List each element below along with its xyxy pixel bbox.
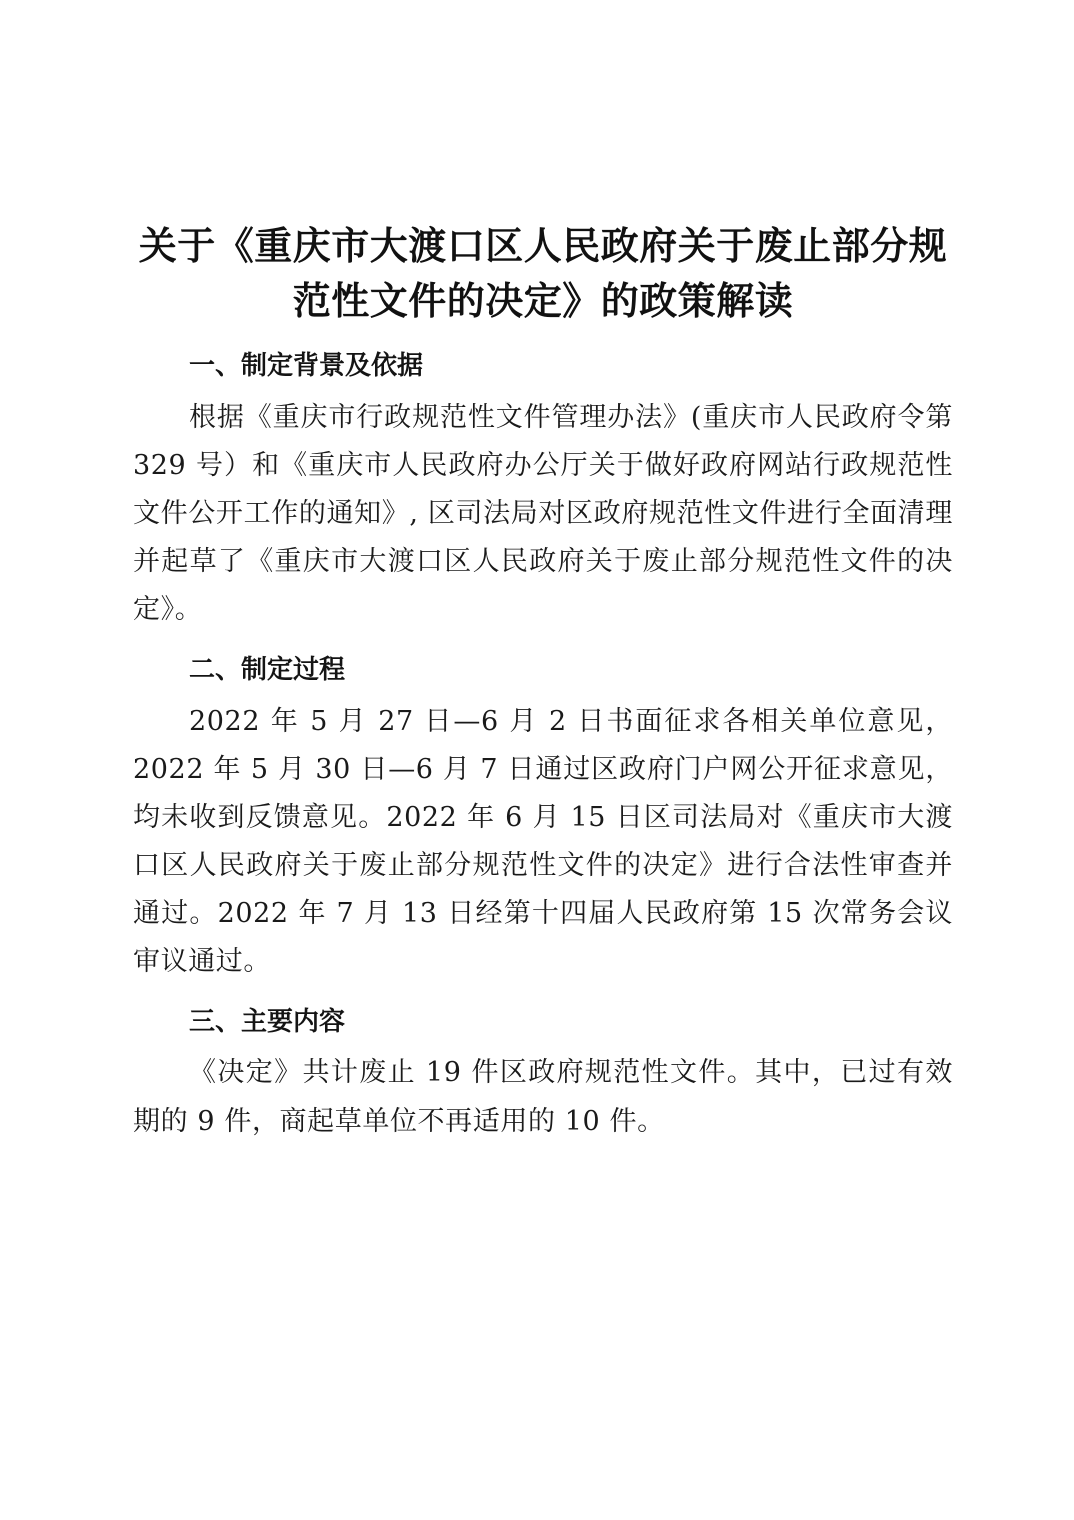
section-paragraph-background: 根据《重庆市行政规范性文件管理办法》(重庆市人民政府令第 329 号）和《重庆市人民政府办公厅关于做好政府网站行政规范性文件公开工作的通知》, 区司法局对区政府规范性文件进行全面清理并起草了《重庆市大渡口区人民政府关于废止部分规范性文件的决定》。 bbox=[133, 401, 953, 625]
page-title: 关于《重庆市大渡口区人民政府关于废止部分规范性文件的决定》的政策解读 bbox=[138, 223, 948, 324]
section-heading-process: 二、制定过程 bbox=[189, 655, 346, 686]
document-body bbox=[133, 218, 953, 1156]
section-heading-main-content: 三、主要内容 bbox=[189, 1006, 346, 1037]
section-paragraph-main-content: 《决定》共计废止 19 件区政府规范性文件。其中，已过有效期的 9 件，商起草单位不再适用的 10 件。 bbox=[133, 1057, 953, 1137]
section-paragraph-process: 2022 年 5 月 27 日—6 月 2 日书面征求各相关单位意见，2022 年 5 月 30 日—6 月 7 日通过区政府门户网公开征求意见，均未收到反馈意见。2022 年 6 月 15 日区司法局对《重庆市大渡口区人民政府关于废止部分规范性文件的决定》进行合法性审查并通过。2022 年 7 月 13 日经第十四届人民政府第 15 次常务会议审议通过。 bbox=[133, 705, 953, 977]
section-heading-background: 一、制定背景及依据 bbox=[189, 351, 424, 382]
